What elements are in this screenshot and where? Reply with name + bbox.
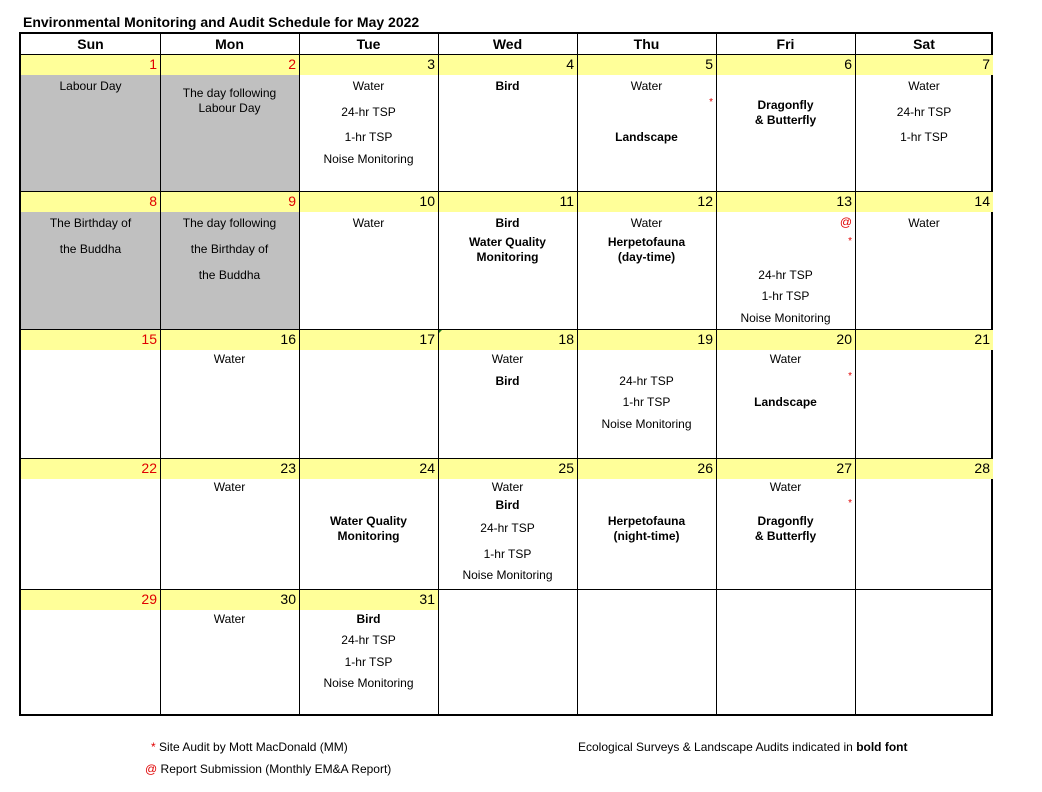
- day-number: 15: [21, 329, 160, 350]
- site-audit-marker: *: [848, 498, 852, 509]
- event-item: the Buddha: [59, 242, 122, 256]
- weekday-header-tue: Tue: [356, 36, 381, 52]
- event-item: Labour Day: [59, 79, 122, 93]
- weekday-header-fri: Fri: [776, 36, 795, 52]
- day-cell-16: [160, 329, 299, 458]
- day-cell-31: [299, 589, 438, 716]
- event-item: Bird: [495, 216, 520, 230]
- calendar-grid: [19, 32, 993, 716]
- day-number: 31: [299, 589, 438, 610]
- site-audit-marker: *: [709, 97, 713, 108]
- event-item: 1-hr TSP: [761, 289, 810, 303]
- event-item: Water: [213, 480, 246, 494]
- day-cell-30: [160, 589, 299, 716]
- day-number: 9: [160, 191, 299, 212]
- event-item: Noise Monitoring: [462, 568, 553, 582]
- event-item: Water Quality: [469, 235, 546, 249]
- day-cell-24: [299, 458, 438, 589]
- event-item: Water Quality: [330, 514, 407, 528]
- event-item: 1-hr TSP: [344, 130, 393, 144]
- event-item: Water: [491, 352, 524, 366]
- day-number: 2: [160, 54, 299, 75]
- report-text: Report Submission (Monthly EM&A Report): [160, 762, 392, 776]
- report-symbol: @: [145, 762, 158, 776]
- day-number: 1: [21, 54, 160, 75]
- event-item: Bird: [495, 79, 520, 93]
- event-item: 1-hr TSP: [344, 655, 393, 669]
- event-item: & Butterfly: [754, 113, 817, 127]
- event-item: 24-hr TSP: [619, 374, 674, 388]
- weekday-header-sat: Sat: [913, 36, 935, 52]
- day-number: 10: [299, 191, 438, 212]
- day-number: 24: [299, 458, 438, 479]
- day-number: 25: [438, 458, 577, 479]
- event-item: the Birthday of: [190, 242, 269, 256]
- event-item: Noise Monitoring: [601, 417, 692, 431]
- day-number: 3: [299, 54, 438, 75]
- event-item: Water: [630, 79, 663, 93]
- site-audit-text: Site Audit by Mott MacDonald (MM): [159, 740, 348, 754]
- event-item: Water: [769, 352, 802, 366]
- event-item: Water: [630, 216, 663, 230]
- day-cell-11: [438, 191, 577, 329]
- column-divider: [160, 34, 161, 716]
- column-divider: [438, 34, 439, 716]
- weekday-header-thu: Thu: [633, 36, 660, 52]
- day-number: 17: [299, 329, 438, 350]
- event-item: Landscape: [615, 130, 678, 144]
- bold-note-bold: bold font: [856, 740, 908, 754]
- event-item: 24-hr TSP: [758, 268, 813, 282]
- day-number: 18: [438, 329, 577, 350]
- event-item: (night-time): [613, 529, 680, 543]
- event-item: Water: [213, 612, 246, 626]
- day-cell-18: [438, 329, 577, 458]
- event-item: Herpetofauna: [607, 514, 686, 528]
- day-cell-2: [160, 54, 299, 191]
- day-number: 29: [21, 589, 160, 610]
- day-number: 6: [716, 54, 855, 75]
- day-cell-26: [577, 458, 716, 589]
- day-cell-22: [21, 458, 160, 589]
- row-divider: [21, 329, 993, 330]
- event-item: Water: [908, 79, 940, 93]
- legend-bold-note: [578, 740, 908, 754]
- day-cell-23: [160, 458, 299, 589]
- day-cell-12: [577, 191, 716, 329]
- weekday-header-mon: Mon: [215, 36, 244, 52]
- event-item: Water: [491, 480, 524, 494]
- event-item: Water: [352, 79, 385, 93]
- event-item: Water: [352, 216, 385, 230]
- row-divider: [21, 458, 993, 459]
- event-item: Dragonfly: [757, 514, 814, 528]
- legend-report: [145, 762, 391, 776]
- event-item: 24-hr TSP: [896, 105, 952, 119]
- comment-indicator-icon: [438, 329, 443, 334]
- event-item: the Buddha: [198, 268, 261, 282]
- event-item: Water: [213, 352, 246, 366]
- event-item: Monitoring: [476, 250, 539, 264]
- event-item: 24-hr TSP: [341, 633, 396, 647]
- row-divider: [21, 589, 993, 590]
- row-divider: [21, 54, 993, 55]
- day-cell-25: [438, 458, 577, 589]
- day-cell-29: [21, 589, 160, 716]
- day-number: 20: [716, 329, 855, 350]
- day-number: 14: [855, 191, 993, 212]
- event-item: The Birthday of: [49, 216, 132, 230]
- event-item: Monitoring: [337, 529, 400, 543]
- event-item: Water: [769, 480, 802, 494]
- site-audit-marker: *: [848, 371, 852, 382]
- day-number: 8: [21, 191, 160, 212]
- day-number: 7: [855, 54, 993, 75]
- event-item: 1-hr TSP: [622, 395, 671, 409]
- event-item: The day following: [182, 86, 277, 100]
- site-audit-symbol: *: [151, 740, 156, 754]
- day-number: 22: [21, 458, 160, 479]
- day-number: 16: [160, 329, 299, 350]
- event-item: The day following: [182, 216, 277, 230]
- day-cell-13: [716, 191, 855, 329]
- day-cell-28: [855, 458, 993, 589]
- event-item: Landscape: [754, 395, 817, 409]
- column-divider: [577, 34, 578, 716]
- day-number: 13: [716, 191, 855, 212]
- weekday-header-sun: Sun: [77, 36, 104, 52]
- event-item: Noise Monitoring: [323, 152, 414, 166]
- column-divider: [716, 34, 717, 716]
- day-cell-21: [855, 329, 993, 458]
- day-number: 26: [577, 458, 716, 479]
- day-number: 30: [160, 589, 299, 610]
- day-cell-1: [21, 54, 160, 191]
- day-number: 12: [577, 191, 716, 212]
- day-cell-9: [160, 191, 299, 329]
- legend-site-audit: [151, 740, 348, 754]
- site-audit-marker: *: [848, 236, 852, 247]
- day-cell-5: [577, 54, 716, 191]
- day-cell-20: [716, 329, 855, 458]
- day-cell-8: [21, 191, 160, 329]
- event-item: Bird: [356, 612, 381, 626]
- event-item: Bird: [495, 374, 520, 388]
- day-number: 5: [577, 54, 716, 75]
- day-cell-3: [299, 54, 438, 191]
- day-cell-19: [577, 329, 716, 458]
- day-number: 4: [438, 54, 577, 75]
- day-cell-10: [299, 191, 438, 329]
- event-item: Noise Monitoring: [740, 311, 831, 325]
- event-item: 1-hr TSP: [900, 130, 948, 144]
- event-item: 24-hr TSP: [341, 105, 396, 119]
- day-number: 11: [438, 191, 577, 212]
- page-title: Environmental Monitoring and Audit Schedule for May 2022: [23, 14, 420, 30]
- day-cell-6: [716, 54, 855, 191]
- bold-note-text: Ecological Surveys & Landscape Audits indicated in: [578, 740, 853, 754]
- column-divider: [299, 34, 300, 716]
- event-item: & Butterfly: [754, 529, 817, 543]
- event-item: 1-hr TSP: [483, 547, 532, 561]
- day-cell-17: [299, 329, 438, 458]
- event-item: Bird: [495, 498, 520, 512]
- day-cell-27: [716, 458, 855, 589]
- weekday-header-wed: Wed: [492, 36, 523, 52]
- event-item: Labour Day: [198, 101, 261, 115]
- day-cell-7: [855, 54, 993, 191]
- day-number: 27: [716, 458, 855, 479]
- day-number: 28: [855, 458, 993, 479]
- day-cell-15: [21, 329, 160, 458]
- event-item: Herpetofauna: [607, 235, 686, 249]
- day-cell-14: [855, 191, 993, 329]
- day-number: 21: [855, 329, 993, 350]
- row-divider: [21, 191, 993, 192]
- report-submission-marker: @: [839, 215, 852, 229]
- day-number: 19: [577, 329, 716, 350]
- column-divider: [855, 34, 856, 716]
- event-item: Water: [908, 216, 940, 230]
- event-item: (day-time): [617, 250, 676, 264]
- event-item: Noise Monitoring: [323, 676, 414, 690]
- day-number: 23: [160, 458, 299, 479]
- event-item: 24-hr TSP: [480, 521, 535, 535]
- event-item: Dragonfly: [757, 98, 814, 112]
- day-cell-4: [438, 54, 577, 191]
